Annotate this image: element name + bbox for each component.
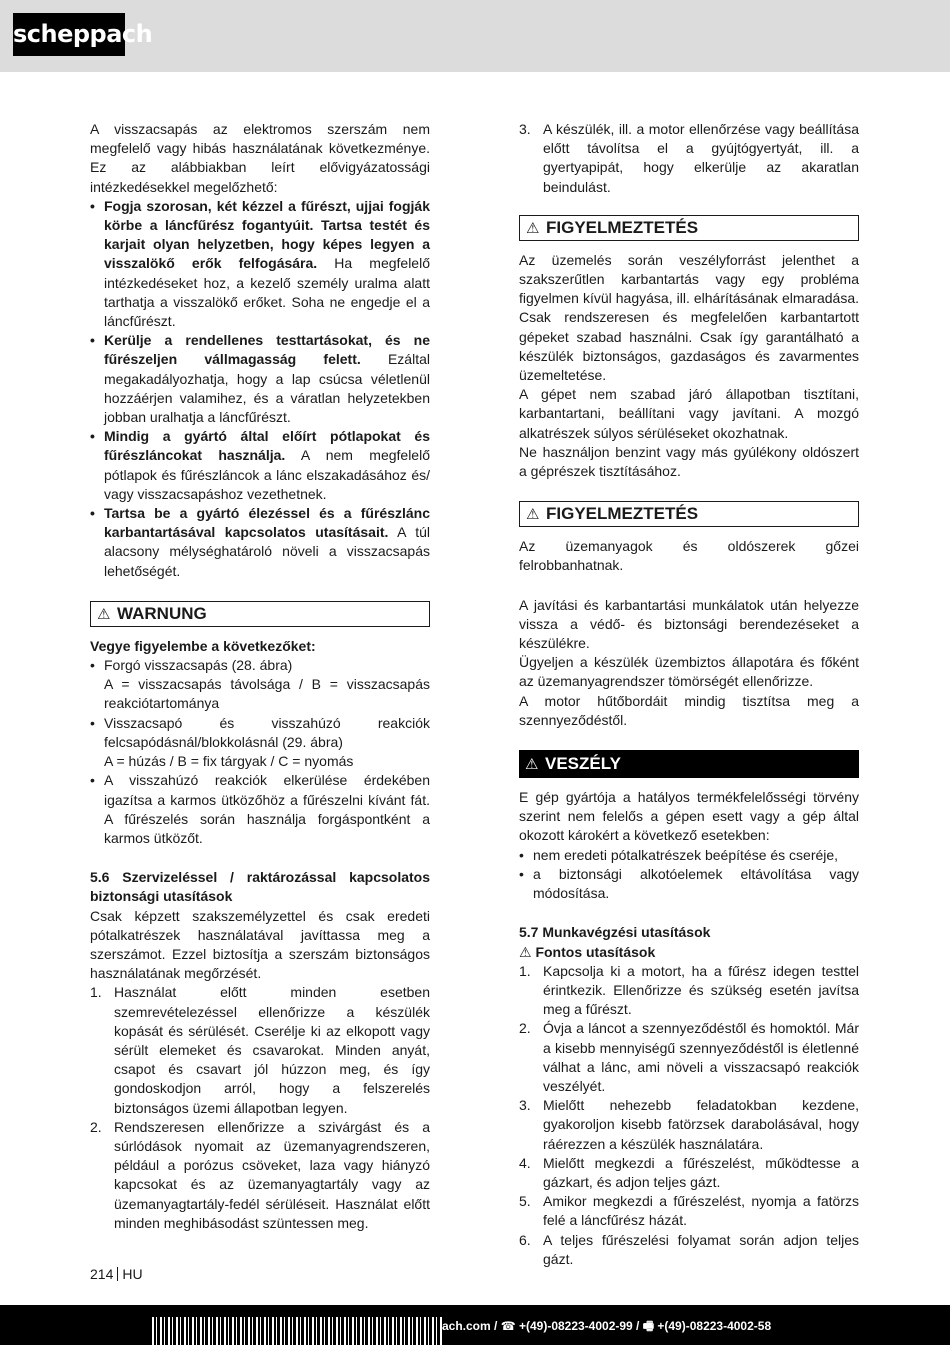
kickback-precautions-list xyxy=(90,197,430,581)
right-column xyxy=(519,120,859,1269)
section-5-6-intro: Csak képzett szakszemélyzettel és csak eredeti pótalkatrészek használatával javíttassa meg a szerszámot. Ezzel biztosítja a szerszám biztonságos használatának megőrzését. xyxy=(90,907,430,982)
list-item: • a biztonsági alkotóelemek eltávolítása vagy módosítása. xyxy=(519,865,859,903)
warning-triangle-icon: ⚠ xyxy=(519,943,536,960)
contact-info: ach.com / ☎ +(49)-08223-4002-99 / 🖷 +(49)-08223-4002-58 xyxy=(442,1319,772,1333)
warnung-list xyxy=(90,656,430,848)
list-item: • nem eredeti pótalkatrészek beépítése és cseréje, xyxy=(519,846,859,865)
paragraph: Ne használjon benzint vagy más gyúlékony oldószert a géprészek tisztításához. xyxy=(519,443,859,480)
list-item: 6. A teljes fűrészelési folyamat során adjon teljes gázt. xyxy=(519,1231,859,1267)
warning-triangle-icon: ⚠ xyxy=(526,219,540,237)
list-item: 3. Mielőtt nehezebb feladatokban kezdene, gyakoroljon kisebb fatörzsek darabolásával, hogy ráérezzen a készülék használatára. xyxy=(519,1097,859,1152)
paragraph: A javítási és karbantartási munkálatok után helyezze vissza a védő- és biztonsági berendezéseket a készülékre. xyxy=(519,596,859,652)
divider xyxy=(117,1267,118,1281)
paragraph: A gépet nem szabad járó állapotban tisztítani, karbantartani, beállítani vagy javítani. A mozgó alkatrészek súlyos sérüléseket okozhatnak. xyxy=(519,386,859,441)
section-5-7-title: 5.7 Munkavégzési utasítások xyxy=(519,924,711,941)
paragraph: Az üzemelés során veszélyforrást jelenthet a szakszerűtlen karbantartás vagy egy probléma figyelmen kívül hagyása, ill. elhárításának elmaradása. Csak rendszeresen és megfelelően karbantartott gépeket szabad használni. Csak így garantálható a készülék biztonságos, gazdaságos és zavarmentes üzemeltetése. xyxy=(519,251,859,384)
danger-list xyxy=(519,846,859,904)
list-item: • Kerülje a rendellenes testtartásokat, és ne fűrészeljen vállmagasság felett. Ezáltal megakadályozhatja, hogy a lap csúcsa véletlenül hozzáérjen valamihez, és a váratlan helyzetekben jobban uralhatja a láncfűrészt. xyxy=(90,331,430,427)
list-item: • Tartsa be a gyártó élezéssel és a fűrészlánc karbantartásával kapcsolatos utasításait. A túl alacsony mélységhatároló növeli a visszacsapás lehetőségét. xyxy=(90,504,430,581)
list-item: • Forgó visszacsapás (28. ábra) A = visszacsapás távolsága / B = visszacsapás reakciótartománya xyxy=(90,656,430,714)
list-item: • Visszacsapó és visszahúzó reakciók felcsapódásnál/blokkolásnál (29. ábra) A = húzás / B = fix tárgyak / C = nyomás xyxy=(90,714,430,772)
warnung-subheading: Vegye figyelembe a következőket: xyxy=(90,637,316,654)
paragraph: E gép gyártója a hatályos termékfelelősségi törvény szerint nem felelős a gépen esett vagy a gép által okozott károkért a következő esetekben: xyxy=(519,789,859,844)
figyelmeztetes-box-1: ⚠ FIGYELMEZTETÉS xyxy=(519,215,859,241)
list-item: 4. Mielőtt megkezdi a fűrészelést, működtesse a gázkart, és adjon teljes gázt. xyxy=(519,1154,859,1190)
figyelmeztetes-box-2: ⚠ FIGYELMEZTETÉS xyxy=(519,501,859,527)
paragraph: A motor hűtőbordáit mindig tisztítsa meg a szennyeződéstől. xyxy=(519,692,859,728)
list-item: 5. Amikor megkezdi a fűrészelést, nyomja a fatörzs felé a láncfűrész házát. xyxy=(519,1193,859,1229)
section-5-6-title: 5.6 Szervizeléssel / raktározással kapcsolatos biztonsági utasítások xyxy=(90,869,430,905)
list-item: 2. Óvja a láncot a szennyeződéstől és homoktól. Már a kisebb mennyiségű szennyeződéstől is életlenné válhat a lánc, ami növeli a visszacsapó reakciók veszélyét. xyxy=(519,1020,859,1094)
list-item: 3. A készülék, ill. a motor ellenőrzése vagy beállítása előtt távolítsa el a gyújtógyertyát, ill. a gyertyapipát, hogy elkerülje az akaratlan beindulást. xyxy=(519,121,859,195)
section-5-7-subtitle: ⚠ Fontos utasítások xyxy=(519,943,656,960)
warnung-box: ⚠ WARNUNG xyxy=(90,601,430,627)
veszely-box: ⚠ VESZÉLY xyxy=(519,750,859,778)
list-item: 2. Rendszeresen ellenőrizze a szivárgást és a súrlódások nyomait az üzemanyagrendszeren, például a porózus csöveket, laza vagy hiányzó kapcsokat és az üzemanyagtartály vagy az üzemanyagtartály-fedél sérüléseit. Használat előtt minden meghibásodást szüntessen meg. xyxy=(90,1118,430,1231)
paragraph: Ügyeljen a készülék üzembiztos állapotára és főként az üzemanyagrendszer tömörségét ellenőrizze. xyxy=(519,654,859,690)
warning-triangle-icon: ⚠ xyxy=(525,756,539,774)
maintenance-steps xyxy=(90,983,430,1233)
list-item: 1. Használat előtt minden esetben szemrevételezéssel ellenőrizze a készülék kopását és sérülését. Cserélje ki az elkopott vagy sérült elemeket és csavarokat. Minden anyát, csapot és csavart jól húzzon meg, és így gondoskodjon arról, hogy a felszerelés biztonságos üzemi állapotban legyen. xyxy=(90,984,430,1116)
list-item: 1. Kapcsolja ki a motort, ha a fűrész idegen testtel érintkezik. Ellenőrizze és szükség esetén javítsa meg a fűrészt. xyxy=(519,962,859,1018)
maintenance-steps-cont xyxy=(519,120,859,197)
work-steps xyxy=(519,962,859,1269)
paragraph: Az üzemanyagok és oldószerek gőzei felrobbanhatnak. xyxy=(519,538,859,574)
list-item: • Fogja szorosan, két kézzel a fűrészt, ujjai fogják körbe a láncfűrész fogantyúit. Tartsa testét és karjait olyan helyzetben, hogy képes legyen a visszalökő erők felfogására. Ha megfelelő intézkedéseket hoz, a kezelő személy uralma alatt tarthatja a visszalökő erőket. Soha ne engedje el a láncfűrészt. xyxy=(90,197,430,331)
warning-triangle-icon: ⚠ xyxy=(526,506,540,524)
brand-logo: scheppach xyxy=(13,13,125,56)
footer-bar xyxy=(0,1305,950,1345)
top-bar xyxy=(0,0,950,72)
page-number: 214 HU xyxy=(90,1266,143,1282)
list-item: • A visszahúzó reakciók elkerülése érdekében igazítsa a karmos ütközőhöz a fűrészelni kívánt fát. A fűrészelés során használja forgáspontként a karmos ütközőt. xyxy=(90,771,430,848)
warning-triangle-icon: ⚠ xyxy=(97,605,111,623)
kickback-intro: A visszacsapás az elektromos szerszám nem megfelelő vagy hibás használatának következménye. Ez az alábbiakban leírt elővigyázatossági intézkedésekkel megelőzhető: xyxy=(90,121,430,195)
barcode-graphic xyxy=(152,1317,442,1345)
left-column xyxy=(90,120,430,1233)
list-item: • Mindig a gyártó által előírt pótlapokat és fűrészláncokat használja. A nem megfelelő pótlapok és fűrészláncok a lánc elszakadásához és/ vagy visszacsapáshoz vezethetnek. xyxy=(90,427,430,504)
